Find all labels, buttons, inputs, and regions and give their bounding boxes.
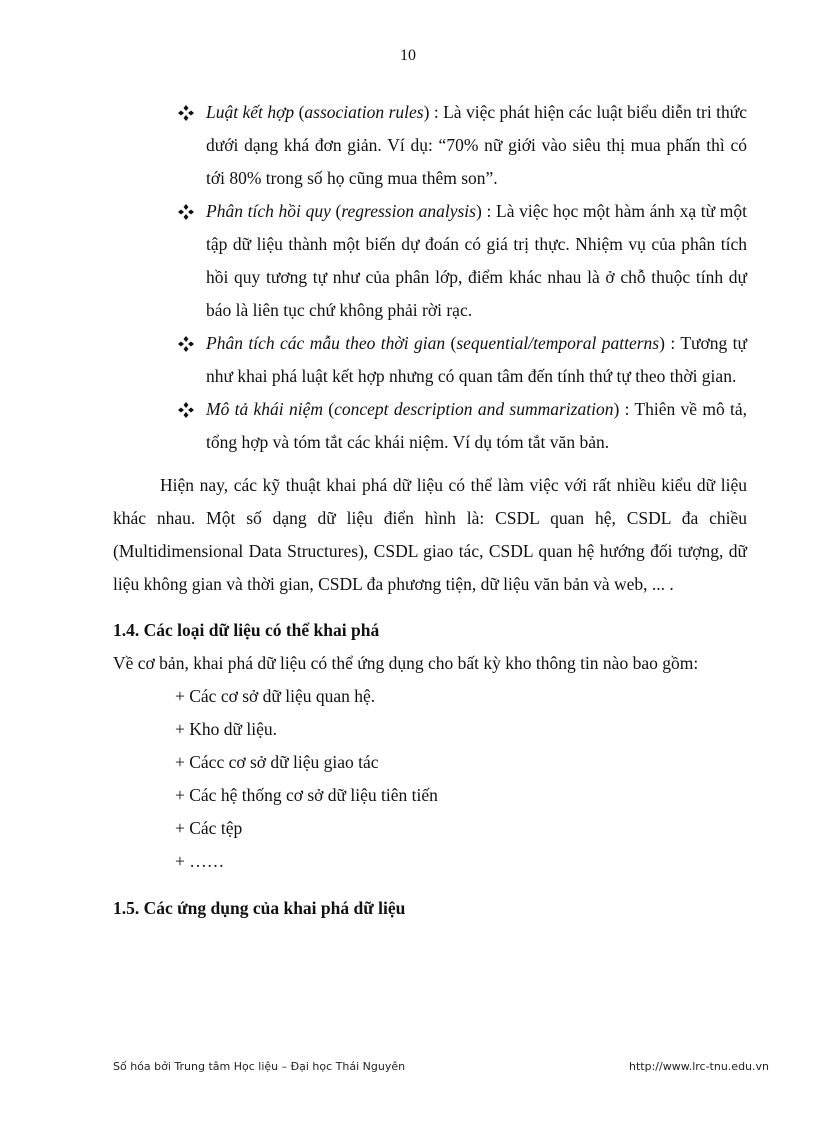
four-diamond-bullet-icon — [178, 204, 194, 220]
section-intro: Về cơ bản, khai phá dữ liệu có thể ứng dụng cho bất kỳ kho thông tin nào bao gồm: — [113, 653, 699, 673]
paren: ) : — [613, 399, 635, 419]
term: Phân tích hồi quy — [206, 201, 331, 221]
list-item: + Cácc cơ sở dữ liệu giao tác — [175, 752, 379, 772]
description: Tương tự như khai phá luật kết hợp nhưng có quan tâm đến tính thứ tự theo thời gian. — [206, 333, 748, 386]
english-term: association rules — [304, 102, 424, 122]
four-diamond-bullet-icon — [178, 336, 194, 352]
list-item: + Các hệ thống cơ sở dữ liệu tiên tiến — [175, 785, 438, 805]
page-number: 10 — [400, 47, 416, 64]
term: Luật kết hợp — [206, 102, 295, 122]
footer-credit: Số hóa bởi Trung tâm Học liệu – Đại học Thái Nguyên — [113, 1060, 406, 1073]
paren: ) : — [476, 201, 497, 221]
paren: ) : — [659, 333, 681, 353]
english-term: concept description and summarization — [334, 399, 614, 419]
definition-list — [113, 96, 747, 459]
list-item: + Các tệp — [175, 818, 243, 838]
paren: ) : — [423, 102, 444, 122]
paren: ( — [322, 399, 335, 419]
section-heading-1-5: 1.5. Các ứng dụng của khai phá dữ liệu — [113, 898, 406, 918]
term: Phân tích các mẫu theo thời gian — [206, 333, 446, 353]
list-item: + Các cơ sở dữ liệu quan hệ. — [175, 686, 376, 706]
list-item — [113, 195, 747, 327]
description: Là việc phát hiện các luật biểu diễn tri thức dưới dạng khá đơn giản. Ví dụ: “70% nữ giới vào siêu thị mua phấn thì có tới 80% trong số họ cũng mua thêm son”. — [206, 102, 747, 188]
list-item — [113, 327, 747, 393]
four-diamond-bullet-icon — [178, 105, 194, 121]
paren: ( — [330, 201, 342, 221]
list-item — [113, 393, 747, 459]
list-item: + Kho dữ liệu. — [175, 719, 277, 739]
list-item: + …… — [175, 851, 225, 871]
page-content — [113, 96, 747, 925]
four-diamond-bullet-icon — [178, 402, 194, 418]
list-item — [113, 96, 747, 195]
footer-url: http://www.lrc-tnu.edu.vn — [629, 1060, 769, 1073]
english-term: regression analysis — [341, 201, 476, 221]
body-paragraph: Hiện nay, các kỹ thuật khai phá dữ liệu có thể làm việc với rất nhiều kiểu dữ liệu khác nhau. Một số dạng dữ liệu điển hình là: CSDL quan hệ, CSDL đa chiều (Multidimensional Data Structures), CSDL giao tác, CSDL quan hệ hướng đối tượng, dữ liệu không gian và thời gian, CSDL đa phương tiện, dữ liệu văn bản và web, ... . — [113, 475, 747, 594]
term: Mô tả khái niệm — [206, 399, 323, 419]
data-source-list — [113, 680, 747, 878]
paren: ( — [294, 102, 305, 122]
description: Thiên về mô tả, tổng hợp và tóm tắt các khái niệm. Ví dụ tóm tắt văn bản. — [206, 399, 748, 452]
english-term: sequential/temporal patterns — [456, 333, 660, 353]
paren: ( — [445, 333, 457, 353]
section-heading-1-4: 1.4. Các loại dữ liệu có thể khai phá — [113, 620, 380, 640]
description: Là việc học một hàm ánh xạ từ một tập dữ liệu thành một biến dự đoán có giá trị thực. Nhiệm vụ của phân tích hồi quy tương tự như của phân lớp, điểm khác nhau là ở chỗ thuộc tính dự báo là liên tục chứ không phải rời rạc. — [206, 201, 748, 320]
